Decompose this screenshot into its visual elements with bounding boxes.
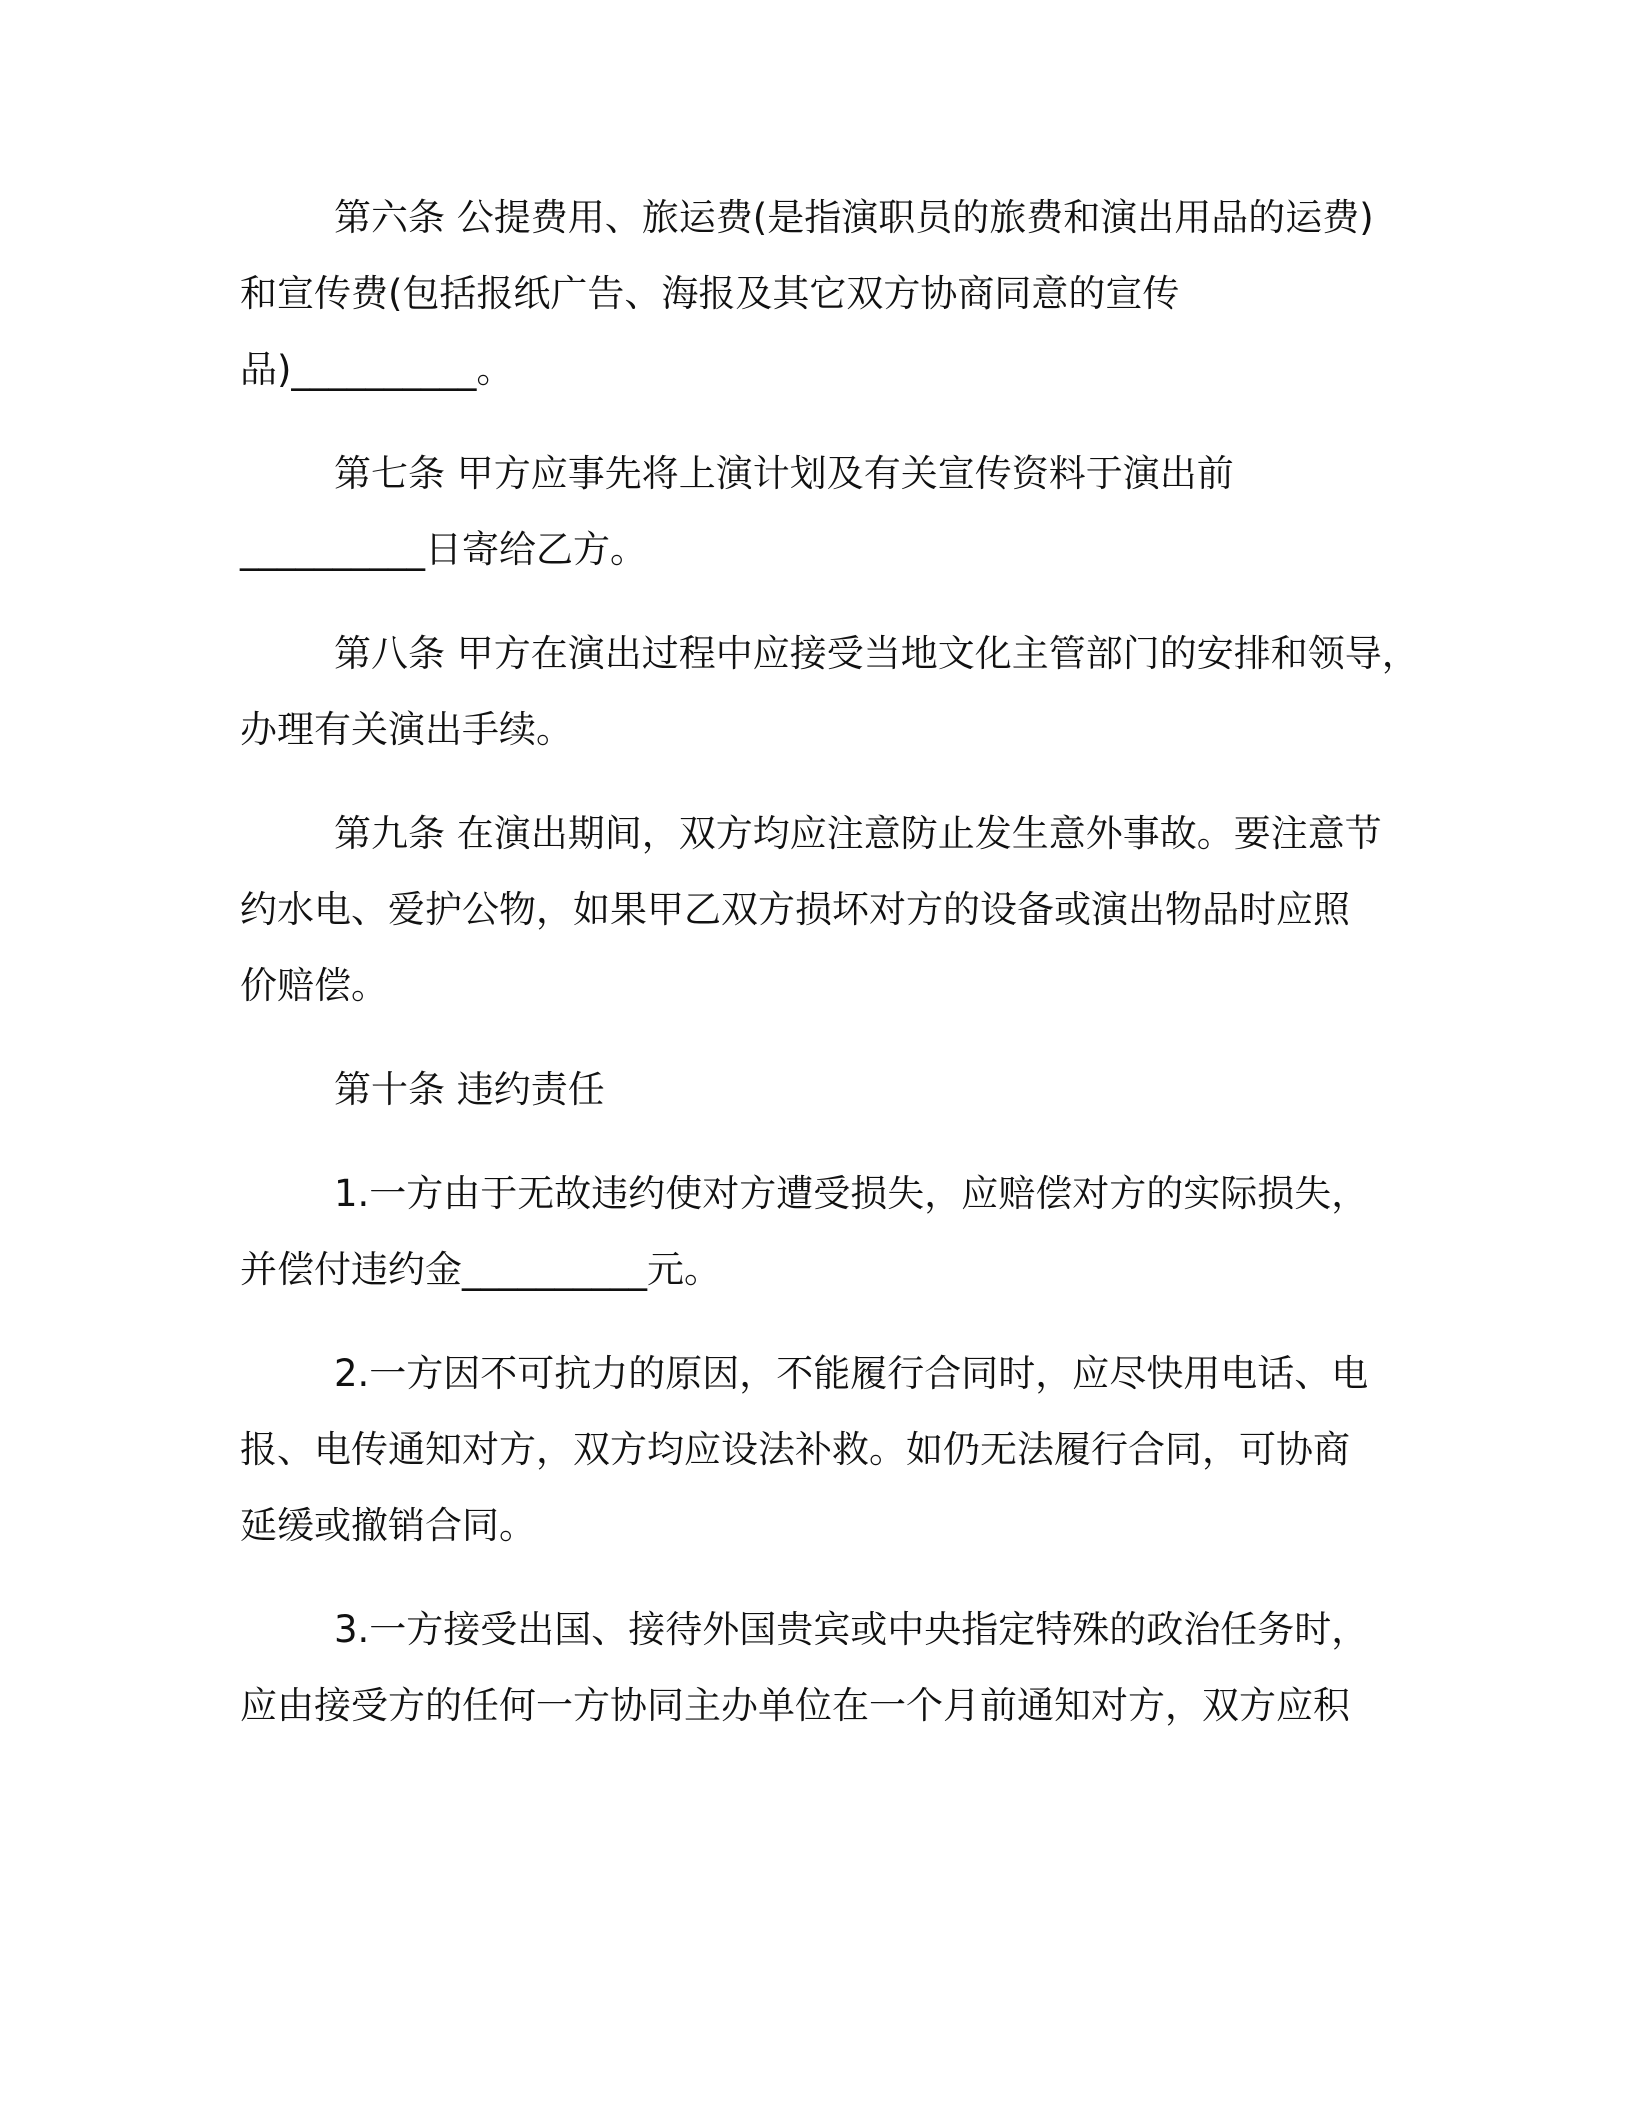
clause-1-line-1: 1.一方由于无故违约使对方遭受损失，应赔偿对方的实际损失， xyxy=(334,1172,1369,1215)
clause-2-line-1: 2.一方因不可抗力的原因，不能履行合同时，应尽快用电话、电 xyxy=(334,1352,1369,1395)
article-6-line-3: 品)__________。 xyxy=(240,348,514,391)
article-9-line-3: 价赔偿。 xyxy=(240,964,388,1007)
article-8-line-2: 办理有关演出手续。 xyxy=(240,708,573,751)
article-10-heading: 第十条 违约责任 xyxy=(334,1068,605,1111)
clause-3-line-1: 3.一方接受出国、接待外国贵宾或中央指定特殊的政治任务时， xyxy=(334,1608,1369,1651)
article-9-line-1: 第九条 在演出期间，双方均应注意防止发生意外事故。要注意节 xyxy=(334,812,1382,855)
article-8-line-1: 第八条 甲方在演出过程中应接受当地文化主管部门的安排和领导， xyxy=(334,632,1419,675)
clause-2-line-3: 延缓或撤销合同。 xyxy=(240,1504,536,1547)
clause-3-line-2: 应由接受方的任何一方协同主办单位在一个月前通知对方，双方应积 xyxy=(240,1684,1350,1727)
article-6-line-1: 第六条 公提费用、旅运费(是指演职员的旅费和演出用品的运费) xyxy=(334,196,1374,239)
article-7-line-1: 第七条 甲方应事先将上演计划及有关宣传资料于演出前 xyxy=(334,452,1234,495)
article-6-line-2: 和宣传费(包括报纸广告、海报及其它双方协商同意的宣传 xyxy=(240,272,1180,315)
article-9-line-2: 约水电、爱护公物，如果甲乙双方损坏对方的设备或演出物品时应照 xyxy=(240,888,1350,931)
article-7-line-2: __________日寄给乙方。 xyxy=(240,528,647,571)
clause-1-line-2: 并偿付违约金__________元。 xyxy=(240,1248,721,1291)
clause-2-line-2: 报、电传通知对方，双方均应设法补救。如仍无法履行合同，可协商 xyxy=(240,1428,1350,1471)
